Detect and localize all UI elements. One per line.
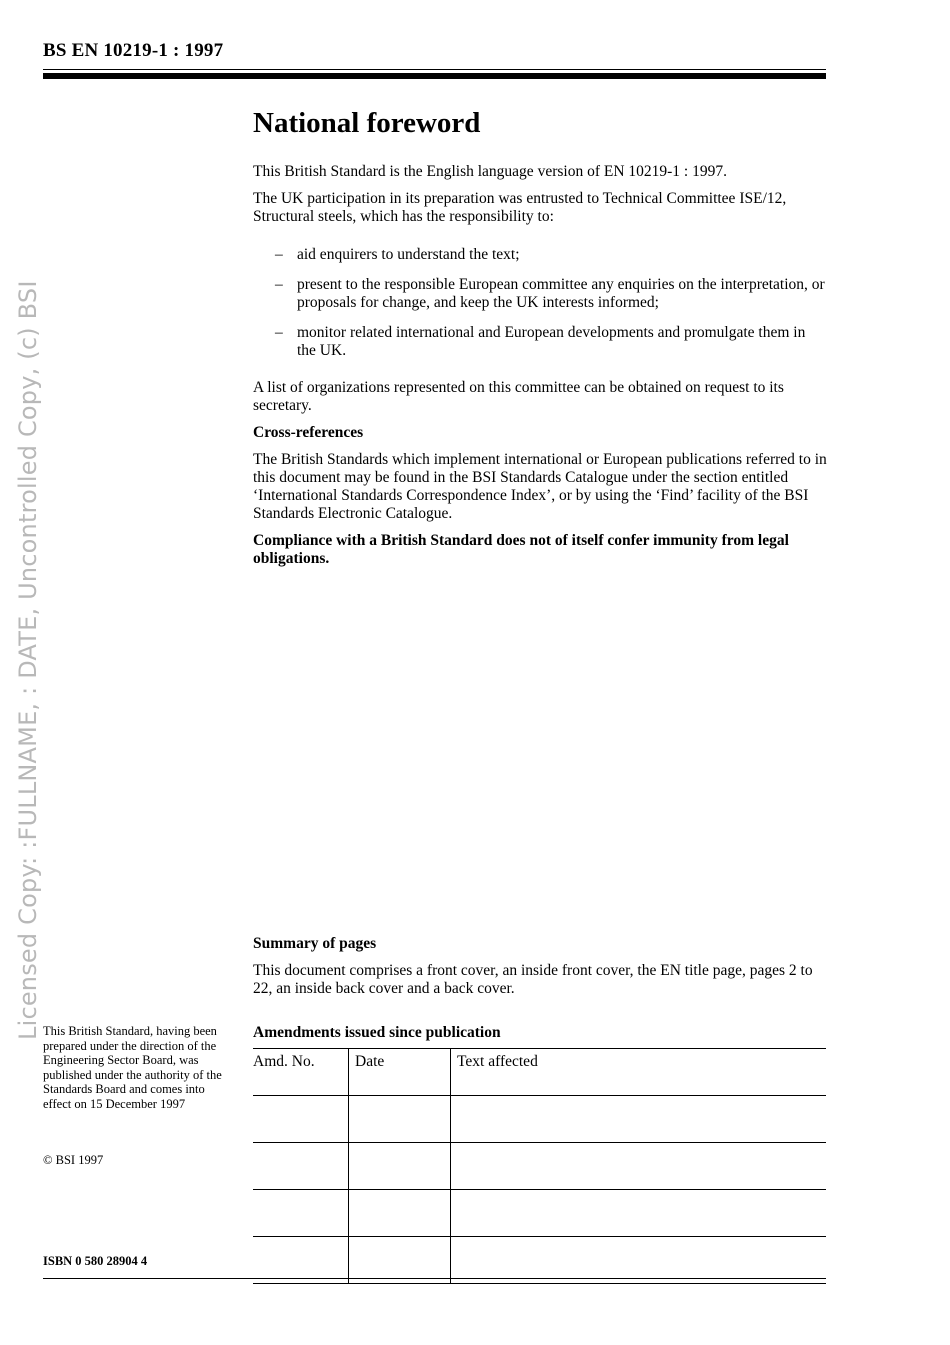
table-cell bbox=[253, 1143, 349, 1190]
license-watermark: Licensed Copy: :FULLNAME, : DATE, Uncontrolled Copy, (c) BSI bbox=[14, 280, 42, 1040]
summary-section bbox=[253, 935, 828, 998]
list-item bbox=[253, 276, 828, 312]
header-thick-rule bbox=[43, 73, 826, 79]
list-item bbox=[253, 324, 828, 360]
amendments-heading: Amendments issued since publication bbox=[253, 1024, 501, 1041]
dash-marker: – bbox=[275, 276, 283, 293]
table-row bbox=[253, 1237, 826, 1284]
table-cell bbox=[451, 1096, 827, 1143]
dash-marker: – bbox=[275, 324, 283, 341]
table-cell bbox=[451, 1190, 827, 1237]
dash-marker: – bbox=[275, 246, 283, 263]
crossref-paragraph: The British Standards which implement international or European publications referred to in this document may be found in the BSI Standards Catalogue under the section entitled ‘International Standards Correspondence Index’, or by using the ‘Find’ facility of the BSI Standards Electronic Catalogue. bbox=[253, 451, 827, 522]
page-title: National foreword bbox=[253, 107, 481, 139]
intro-paragraph: This British Standard is the English language version of EN 10219-1 : 1997. bbox=[253, 163, 727, 180]
table-cell bbox=[253, 1237, 349, 1284]
main-content bbox=[253, 105, 828, 577]
table-cell bbox=[253, 1190, 349, 1237]
committee-paragraph: The UK participation in its preparation was entrusted to Technical Committee ISE/12, Structural steels, which has the responsibility to: bbox=[253, 190, 787, 225]
copyright-notice: © BSI 1997 bbox=[43, 1153, 104, 1167]
table-cell bbox=[349, 1237, 451, 1284]
table-cell bbox=[349, 1190, 451, 1237]
header-thin-rule bbox=[43, 69, 826, 70]
table-row bbox=[253, 1190, 826, 1237]
list-item bbox=[253, 246, 828, 264]
table-cell bbox=[349, 1143, 451, 1190]
table-cell bbox=[451, 1143, 827, 1190]
crossref-heading: Cross-references bbox=[253, 424, 364, 441]
summary-heading: Summary of pages bbox=[253, 935, 377, 952]
list-item-text: present to the responsible European committee any enquiries on the interpretation, or proposals for change, and keep the UK interests informed; bbox=[297, 276, 825, 311]
compliance-note: Compliance with a British Standard does not of itself confer immunity from legal obligations. bbox=[253, 532, 789, 567]
column-header-date: Date bbox=[349, 1049, 451, 1096]
list-item-text: monitor related international and European developments and promulgate them in the UK. bbox=[297, 324, 806, 359]
table-cell bbox=[349, 1096, 451, 1143]
footer-rule bbox=[43, 1278, 826, 1279]
table-cell bbox=[451, 1237, 827, 1284]
organizations-paragraph: A list of organizations represented on this committee can be obtained on request to its secretary. bbox=[253, 379, 784, 414]
column-header-text-affected: Text affected bbox=[451, 1049, 827, 1096]
responsibility-list bbox=[253, 246, 828, 360]
document-header-title: BS EN 10219-1 : 1997 bbox=[43, 40, 224, 61]
publication-note: This British Standard, having been prepared under the direction of the Engineering Sector Board, was published under the authority of the Standards Board and comes into effect on 15 December 1997 bbox=[43, 1024, 222, 1111]
table-cell bbox=[253, 1096, 349, 1143]
table-row bbox=[253, 1096, 826, 1143]
summary-text: This document comprises a front cover, an inside front cover, the EN title page, pages 2 to 22, an inside back cover and a back cover. bbox=[253, 962, 813, 997]
amendments-table bbox=[253, 1048, 826, 1284]
isbn-number: ISBN 0 580 28904 4 bbox=[43, 1254, 148, 1268]
table-header-row bbox=[253, 1049, 826, 1096]
table-row bbox=[253, 1143, 826, 1190]
column-header-amd-no: Amd. No. bbox=[253, 1049, 349, 1096]
list-item-text: aid enquirers to understand the text; bbox=[297, 246, 520, 263]
